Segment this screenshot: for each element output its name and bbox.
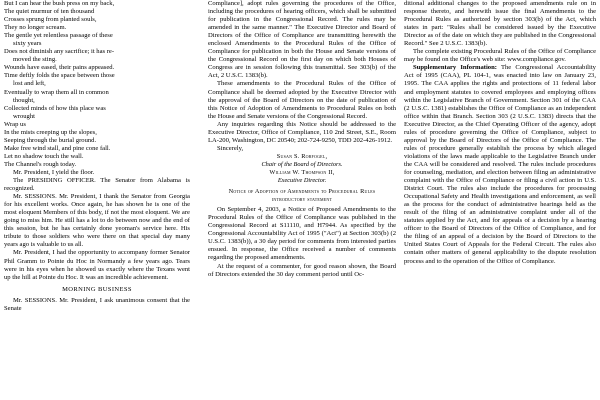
sessions-remarks-3: Mr. SESSIONS. Mr. President, I ask unanimous consent that the Senate [4, 296, 190, 312]
supplementary-info-label: Supplementary Information: [413, 64, 497, 72]
column-left [4, 0, 190, 400]
notice-title: Notice of Adoption of Amendments to Procedural Rules [228, 188, 376, 196]
poem-line: Make free wind stall, and pine cone fall. [4, 144, 111, 152]
poem-line: Let no shadow touch the wall. [4, 152, 84, 160]
column-middle [208, 0, 396, 400]
section-heading: MORNING BUSINESS [62, 285, 132, 293]
poem-line: The gentle yet relentless passage of these [4, 32, 113, 40]
poem-line: The Channel's rough today. [4, 160, 77, 168]
signer-1-name: Susan S. Robfogel, [276, 152, 328, 160]
signer-2-name: William W. Thompson II, [269, 168, 335, 176]
extension-paragraph: At the request of a commenter, for good reason shown, the Board of Directors extended the 30 day comment period until Oc- [208, 262, 396, 278]
poem-line: wrought [13, 112, 35, 120]
closing: Sincerely, [217, 144, 244, 152]
poem-line: But I can hear the bush press on my back, [4, 0, 115, 7]
poem-line: Wrap us [4, 120, 26, 128]
poem-line: Eventually to wrap them all in common [4, 88, 109, 96]
intro-paragraph: On September 4, 2003, a Notice of Proposed Amendments to the Procedural Rules of the Office of Compliance was published in the Congressional Record at S11110, and H7944. As specified by the Congressional Accountability Act of 1995 ("Act") at Section 303(b) (2 U.S.C. 1383(b)), a 30 day period for comments from interested parties ensued. In response, the Office received a number of comments regarding the proposed amendments. [208, 206, 396, 262]
poem-line: They no longer scream. [4, 24, 67, 32]
poem-line: thought, [13, 96, 35, 104]
supplementary-info-text: The Congressional Accountability Act of 1995 (CAA), PL 104-1, was enacted into law on January 23, 1995. The CAA applies the rights and protections of 11 federal labor and employment statutes to covered employees and employing offices within the Legislative Branch of Government. Section 301 of the CAA (2 U.S.C. 1381) establishes the Office of Compliance as an independent office within that Branch. Section 303 (2 U.S.C. 1383) directs that the Executive Director, as the Chief Operating Officer of the agency, adopt rules of procedure governing the Office of Compliance, subject to approval by the Board of Directors of the Office of Compliance. The rules of procedure generally establish the process by which alleged violations of the laws made applicable to the Legislative Branch under the CAA will be considered and resolved. The rules include procedures for counseling, mediation, and election between filing an administrative complaint with the Office of Compliance or filing a civil action in U.S. District Court. The rules also include the procedures for processing Occupational Safety and Health investigations and enforcement, as well as the process for the conduct of administrative hearings held as the result of the filing of an administrative complaint under all of the statutes applied by the Act, and for appeals of a decision by a hearing officer to the Board of Directors of the Office of Compliance, and for the filing of an appeal of a decision by the Board of Directors to the United States Court of Appeals for the Federal Circuit. The rules also contain other matters of general applicability to the dispute resolution process and to the operation of the Office of Compliance. [404, 64, 596, 265]
poem-line: Seeping through the burial ground. [4, 136, 97, 144]
sessions-remarks-1: Mr. SESSIONS. Mr. President, I thank the Senator from Georgia for his excellent works. Once again, he has shown he is one of the most eloquent Members of this body, if not the most eloquent. We are going to miss him. He still has a lot to do between now and the end of this session, but he has certainly done yeoman's service here. His tribute to those soldiers who were there on that special day many years ago is valuable to us all. [4, 193, 190, 249]
column-right [404, 0, 596, 400]
poem-line: In the mists creeping up the slopes, [4, 128, 97, 136]
website-paragraph: The complete existing Procedural Rules of the Office of Compliance may be found on the Office's web site: www.compliance.gov. [404, 48, 596, 64]
poem [4, 0, 190, 169]
poem-line: The quiet murmur of ten thousand [4, 8, 95, 16]
signer-1-title: Chair of the Board of Directors. [261, 160, 343, 168]
yield-statement: Mr. President, I yield the floor. [13, 168, 95, 176]
rules-paragraph-1: Compliance], adopt rules governing the procedures of the Office, including the procedures of hearing officers, which shall be submitted for publication in the Congressional Record. The rules may be amended in the same manner." The Executive Director and Board of Directors of the Office of Compliance are transmitting herewith the enclosed Amendments to the Procedural Rules of the Office of Compliance for publication in both the House and Senate versions of the Congressional Record on the first day on which both Houses of Congress are in session following this transmittal. See 303(b) of the Act, 2 U.S.C. 1383(b). [208, 0, 396, 80]
rules-paragraph-2: These amendments to the Procedural Rules of the Office of Compliance shall be deemed adopted by the Executive Director with the approval of the Board of Directors on the date of publication of this Notice of Adoption of Amendments to Procedural Rules on both the House and Senate versions of the Congressional Record. [208, 80, 396, 120]
poem-line: Crosses sprung from planted souls, [4, 16, 97, 24]
intro-heading: introductory statement [271, 196, 333, 204]
final-amendments-paragraph: ditional additional changes to the proposed amendments rule on in response thereto, and herewith issue the final Amendments to the Procedural Rules as authorized by section 303(b) of the Act, which states in part: "Rules shall be considered issued by the Executive Director as of the date on which they are published in the Congressional Record." See 2 U.S.C. 1383(b). [404, 0, 596, 48]
poem-line: Wounds have eased, their pains appeased. [4, 64, 115, 72]
poem-line: moved the sting. [13, 56, 57, 64]
poem-line: lost and left, [13, 80, 46, 88]
poem-line: Does not diminish any sacrifice; it has re- [4, 48, 115, 56]
inquiries-paragraph: Any inquiries regarding this Notice should be addressed to the Executive Director, Office of Compliance, 110 2nd Street, S.E., Room LA-200, Washington, DC 20540; 202-724-9250, TDD 202-426-1912. [208, 120, 396, 144]
poem-line: sixty years [13, 40, 42, 48]
sessions-remarks-2: Mr. President, I had the opportunity to accompany former Senator Phil Gramm to Pointe du Hoc in Normandy a few years ago. Tears were in his eyes when he showed us exactly where the Texans went up the hill at Pointe du Hoc. It was an incredible achievement. [4, 249, 190, 281]
signer-2-title: Executive Director. [277, 177, 327, 185]
poem-line: Time deftly folds the space between those [4, 72, 115, 80]
poem-line: Collected minds of how this place was [4, 104, 106, 112]
supplementary-info-paragraph [404, 64, 596, 265]
presiding-officer-statement: The PRESIDING OFFICER. The Senator from Alabama is recognized. [4, 177, 190, 193]
